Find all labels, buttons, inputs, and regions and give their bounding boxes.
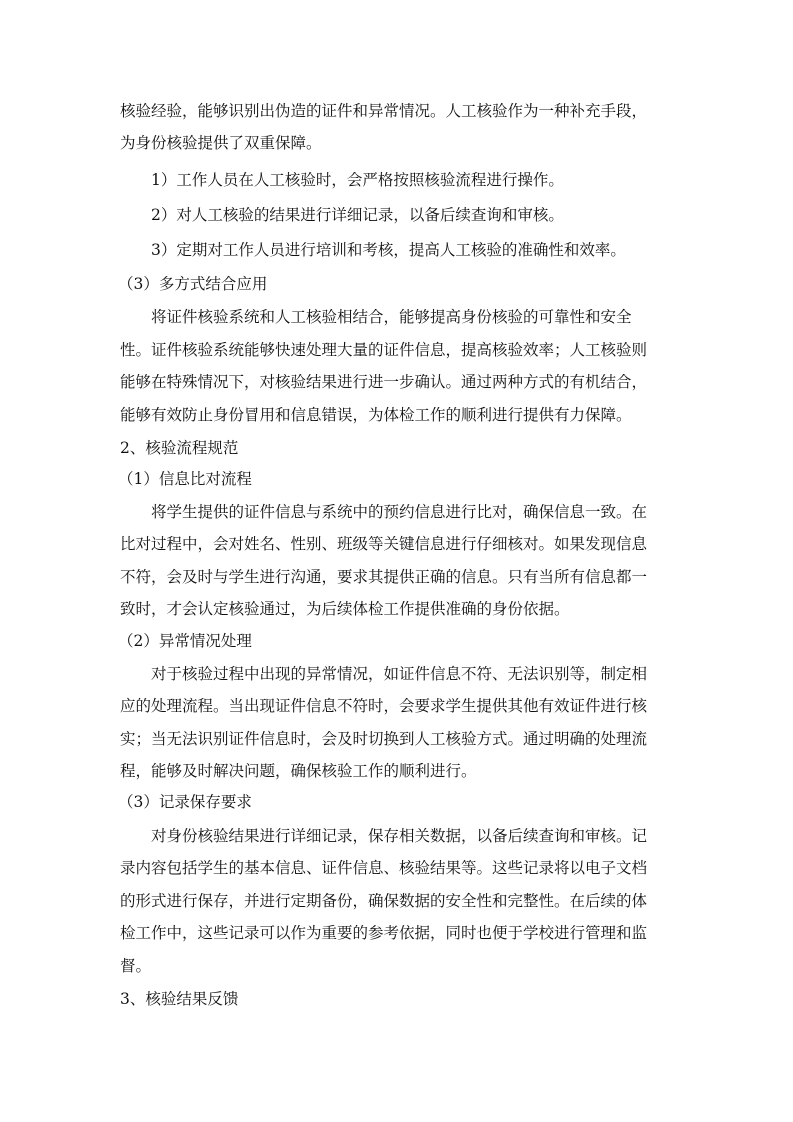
paragraph-line: 致时，才会认定核验通过，为后续体检工作提供准确的身份依据。 [120, 600, 570, 618]
subsection-heading: （2）异常情况处理 [118, 632, 252, 650]
paragraph-line: 将证件核验系统和人工核验相结合，能够提高身份核验的可靠性和安全 [151, 308, 632, 326]
section-heading: 2、核验流程规范 [120, 439, 239, 457]
paragraph-line: 录内容包括学生的基本信息、证件信息、核验结果等。这些记录将以电子文档 [120, 859, 648, 877]
list-item: 1）工作人员在人工核验时，会严格按照核验流程进行操作。 [151, 171, 564, 189]
paragraph-line: 对于核验过程中出现的异常情况，如证件信息不符、无法识别等，制定相 [151, 665, 648, 683]
list-item: 3）定期对工作人员进行培训和考核，提高人工核验的准确性和效率。 [151, 241, 626, 259]
subsection-heading: （1）信息比对流程 [118, 470, 252, 488]
paragraph-line: 为身份核验提供了双重保障。 [120, 134, 322, 152]
paragraph-line: 检工作中，这些记录可以作为重要的参考依据，同时也便于学校进行管理和监 [120, 924, 648, 942]
paragraph-line: 程，能够及时解决问题，确保核验工作的顺利进行。 [120, 762, 477, 780]
paragraph-line: 能够有效防止身份冒用和信息错误，为体检工作的顺利进行提供有力保障。 [120, 406, 632, 424]
list-item: 2）对人工核验的结果进行详细记录，以备后续查询和审核。 [151, 206, 564, 224]
paragraph-line: 性。证件核验系统能够快速处理大量的证件信息，提高核验效率；人工核验则 [120, 341, 648, 359]
paragraph-line: 实；当无法识别证件信息时，会及时切换到人工核验方式。通过明确的处理流 [120, 730, 648, 748]
paragraph-line: 应的处理流程。当出现证件信息不符时，会要求学生提供其他有效证件进行核 [120, 697, 648, 715]
paragraph-line: 比对过程中，会对姓名、性别、班级等关键信息进行仔细核对。如果发现信息 [120, 535, 648, 553]
subsection-heading: （3）多方式结合应用 [118, 275, 268, 293]
paragraph-line: 的形式进行保存，并进行定期备份，确保数据的安全性和完整性。在后续的体 [120, 892, 648, 910]
paragraph-line: 核验经验，能够识别出伪造的证件和异常情况。人工核验作为一种补充手段， [120, 102, 648, 120]
section-heading: 3、核验结果反馈 [120, 990, 239, 1008]
paragraph-line: 不符，会及时与学生进行沟通，要求其提供正确的信息。只有当所有信息都一 [120, 568, 648, 586]
paragraph-line: 对身份核验结果进行详细记录，保存相关数据，以备后续查询和审核。记 [151, 827, 648, 845]
paragraph-line: 将学生提供的证件信息与系统中的预约信息进行比对，确保信息一致。在 [151, 503, 648, 521]
subsection-heading: （3）记录保存要求 [118, 793, 252, 811]
paragraph-line: 能够在特殊情况下，对核验结果进行进一步确认。通过两种方式的有机结合， [120, 373, 648, 391]
paragraph-line: 督。 [120, 957, 152, 975]
